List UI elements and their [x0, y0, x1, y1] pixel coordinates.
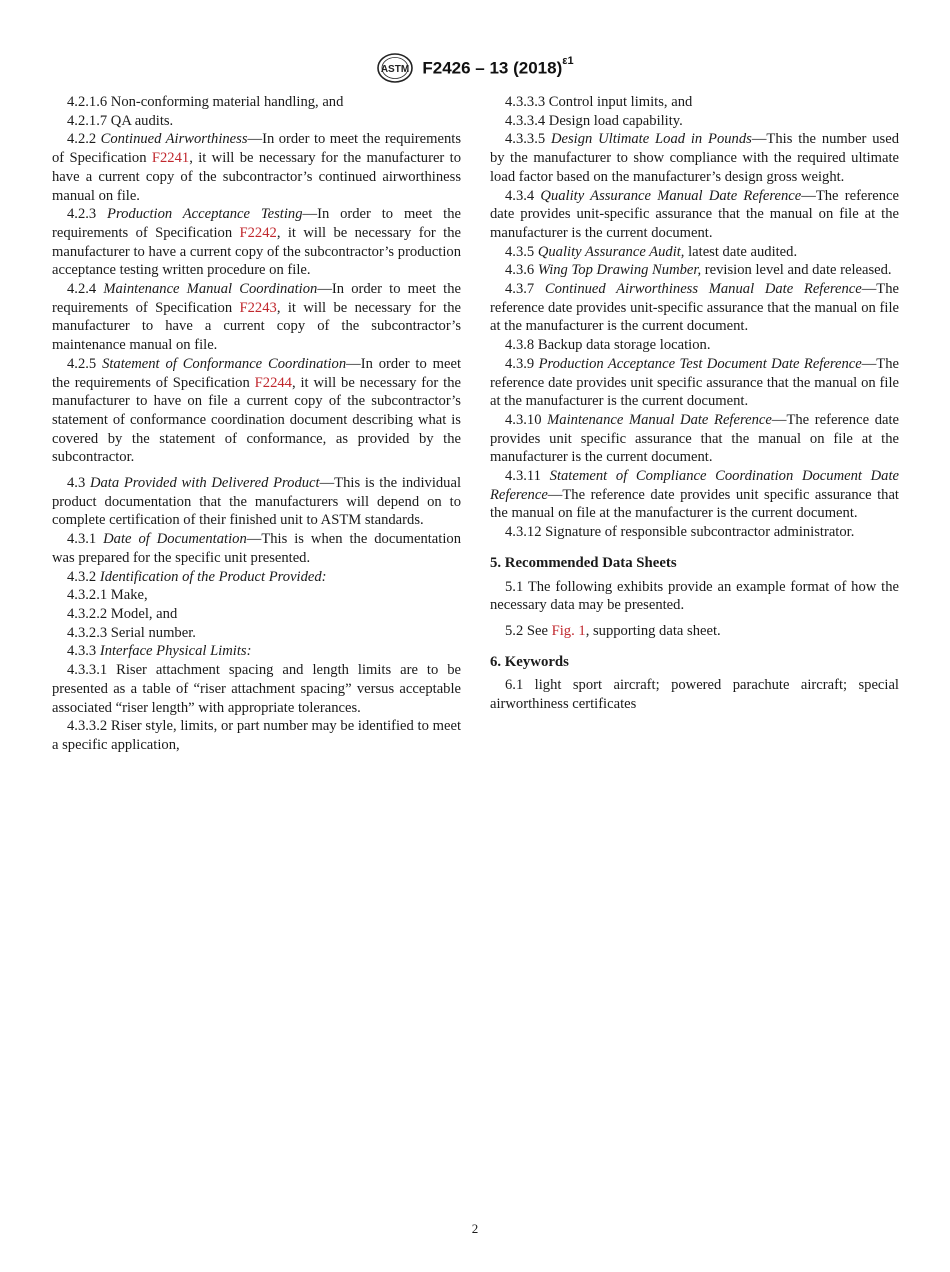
- para-4-3: 4.3 Data Provided with Delivered Product—This is the individual product documentation that the manufacturers will depend on to complete certification of their finished unit to ASTM standards.: [52, 475, 461, 529]
- para-4-3-9: 4.3.9 Production Acceptance Test Document Date Reference—The reference date provides unit specific assurance that the manual on file at the manufacturer is the current document.: [490, 355, 899, 410]
- logo-text: ASTM: [381, 64, 410, 75]
- para-4-3-2-2: 4.3.2.2 Model, and: [67, 605, 178, 622]
- section-heading-5: 5. Recommended Data Sheets: [490, 554, 677, 571]
- para-4-2-1-7: 4.2.1.7 QA audits.: [67, 112, 174, 129]
- para-4-3-2: 4.3.2 Identification of the Product Provided:: [67, 568, 327, 585]
- para-4-2-2: 4.2.2 Continued Airworthiness—In order to meet the requirements of Specification F2241, it will be necessary for the manufacturer to have a current copy of the subcontractor’s continued airworthiness manual on file.: [52, 131, 462, 204]
- para-4-3-3-1: 4.3.3.1 Riser attachment spacing and length limits are to be presented as a table of “riser attachment spacing” versus acceptable associated “riser length” with appropriate tolerances.: [52, 662, 461, 716]
- para-4-3-4: 4.3.4 Quality Assurance Manual Date Reference—The reference date provides unit-specific assurance that the manual on file at the manufacturer is the current document.: [490, 187, 899, 241]
- para-4-2-1-6: 4.2.1.6 Non-conforming material handling, and: [67, 94, 344, 110]
- link-fig-1[interactable]: Fig. 1: [551, 622, 586, 639]
- para-4-3-3-2: 4.3.3.2 Riser style, limits, or part number may be identified to meet a specific application,: [52, 718, 461, 753]
- para-4-3-3-4: 4.3.3.4 Design load capability.: [505, 112, 683, 129]
- para-4-3-6: 4.3.6 Wing Top Drawing Number, revision level and date released.: [505, 262, 892, 279]
- para-4-3-5: 4.3.5 Quality Assurance Audit, latest date audited.: [505, 243, 798, 260]
- para-4-2-4: 4.2.4 Maintenance Manual Coordination—In order to meet the requirements of Specification F2243, it will be necessary for the manufacturer to have a current copy of the subcontractor’s maintenance manual on file.: [52, 281, 461, 354]
- designation-superscript: ε1: [562, 54, 574, 67]
- para-6-1: 6.1 light sport aircraft; powered parachute aircraft; special airworthiness certificates: [490, 677, 899, 713]
- para-4-3-2-3: 4.3.2.3 Serial number.: [67, 624, 196, 641]
- para-4-3-2-1: 4.3.2.1 Make,: [67, 587, 148, 604]
- para-4-3-12: 4.3.12 Signature of responsible subcontractor administrator.: [505, 524, 855, 541]
- para-5-2: 5.2 See Fig. 1, supporting data sheet.: [505, 622, 721, 639]
- para-4-3-3-5: 4.3.3.5 Design Ultimate Load in Pounds—This the number used by the manufacturer to show compliance with the required ultimate load factor based on the manufacturer’s design gross weight.: [490, 131, 899, 185]
- right-column: [490, 93, 899, 714]
- para-4-3-1: 4.3.1 Date of Documentation—This is when the documentation was prepared for the specific unit presented.: [52, 531, 461, 566]
- document-designation: F2426 – 13 $(2018)^{\varepsilon 1}$: [422, 54, 574, 78]
- para-4-3-11: 4.3.11 Statement of Compliance Coordination Document Date Reference—The reference date provides unit specific assurance that the manual on file at the manufacturer is the current document.: [490, 468, 899, 522]
- para-4-2-5: 4.2.5 Statement of Conformance Coordination—In order to meet the requirements of Specification F2244, it will be necessary for the manufacturer to have on file a current copy of the subcontractor’s statement of conformance coordination document describing what is covered by the statement of conformance, as provided by the subcontractor.: [52, 355, 462, 466]
- para-4-3-7: 4.3.7 Continued Airworthiness Manual Date Reference—The reference date provides unit-specific assurance that the manual on file at the manufacturer is the current document.: [490, 281, 899, 335]
- link-f2242[interactable]: F2242: [239, 224, 277, 241]
- astm-logo-icon: [376, 52, 414, 84]
- para-4-3-10: 4.3.10 Maintenance Manual Date Reference—The reference date provides unit specific assurance that the manual on file at the manufacturer is the current document.: [490, 411, 899, 466]
- para-4-3-3-3: 4.3.3.3 Control input limits, and: [505, 94, 693, 110]
- page-header: [0, 52, 950, 84]
- para-5-1: 5.1 The following exhibits provide an example format of how the necessary data may be presented.: [490, 578, 899, 614]
- link-f2243[interactable]: F2243: [239, 299, 277, 316]
- para-4-2-3: 4.2.3 Production Acceptance Testing—In order to meet the requirements of Specification F2242, it will be necessary for the manufacturer to have a current copy of the subcontractor’s production acceptance testing written procedure on file.: [52, 206, 461, 279]
- link-f2241[interactable]: F2241: [151, 150, 190, 167]
- page-number: 2: [471, 1221, 479, 1236]
- section-heading-6: 6. Keywords: [490, 653, 569, 670]
- link-f2244[interactable]: F2244: [254, 374, 292, 391]
- left-column: [52, 93, 461, 755]
- para-4-3-8: 4.3.8 Backup data storage location.: [505, 337, 711, 354]
- para-4-3-3: 4.3.3 Interface Physical Limits:: [67, 643, 252, 660]
